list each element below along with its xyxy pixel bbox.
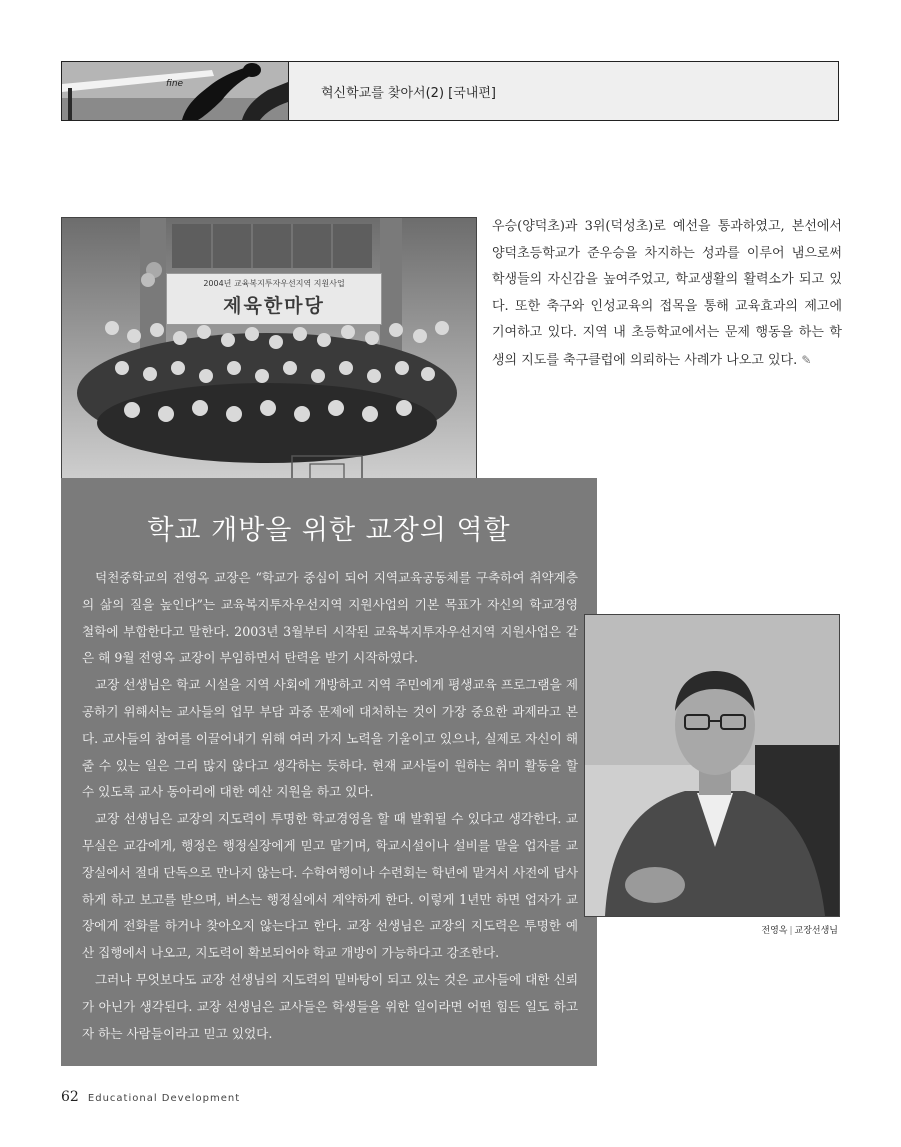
article-paragraph-2: 교장 선생님은 학교 시설을 지역 사회에 개방하고 지역 주민에게 평생교육 프로그램을 제공하기 위해서는 교사들의 업무 부담 과중 문제에 대처하는 것이 가장 중요한 과제라고 본다. 교사들의 참여를 이끌어내기 위해 여러 가지 노력을 기울이고 있으나, 실제로 자신이 해줄 수 있는 일은 그리 많지 않다고 생각하는 듯하다. 현재 교사들이 원하는 취미 활동을 할 수 있도록 교사 동아리에 대한 예산 지원을 하고 있다. [82,677,578,800]
hurdle-brand-label: fine [166,79,184,89]
portrait-caption [584,923,838,936]
group-photo-image [62,218,476,489]
page-footer [61,1086,240,1105]
principal-portrait-image [585,615,839,916]
article-paragraph-3: 교장 선생님은 교장의 지도력이 투명한 학교경영을 할 때 발휘될 수 있다고 생각한다. 교무실은 교감에게, 행정은 행정실장에게 믿고 맡기며, 학교시설이나 설비를 맡을 업자를 교장실에서 절대 단독으로 만나지 않는다. 수학여행이나 수련회는 학년에 맡겨서 사전에 답사하게 하고 보고를 받으며, 버스는 행정실에서 계약하게 한다. 이렇게 1년만 하면 업자가 교장에게 전화를 하거나 찾아오지 않는다고 한다. 교장 선생님은 교장의 지도력은 투명한 예산 집행에서 나오고, 지도력이 확보되어야 학교 개방이 가능하다고 강조한다. [82,811,578,961]
group-photo [61,217,477,490]
intro-paragraph [492,214,842,374]
caption-name: 전영옥 [761,926,788,936]
publication-name: Educational Development [87,1093,241,1104]
hurdle-runner-image [62,62,288,120]
section-title: 혁신학교를 찾아서(2) [국내편] [321,86,496,101]
article-paragraph-4: 그러나 무엇보다도 교장 선생님의 지도력의 밑바탕이 되고 있는 것은 교사들에 대한 신뢰가 아닌가 생각된다. 교장 선생님은 교사들은 학생들을 위한 일이라면 어떤 힘든 일도 하고자 하는 사람들이라고 믿고 있었다. [82,971,578,1041]
header-hurdle-photo [62,62,289,120]
banner-subtitle: 2004년 교육복지투자우선지역 지원사업 [203,279,345,288]
article-box [61,478,597,1066]
page-number: 62 [61,1089,79,1105]
article-body [82,565,578,1047]
page-header [61,61,839,121]
article-paragraph-1: 덕천중학교의 전영옥 교장은 “학교가 중심이 되어 지역교육공동체를 구축하여 취약계층의 삶의 질을 높인다”는 교육복지투자우선지역 지원사업의 기본 목표가 자신의 학교경영 철학에 부합한다고 말한다. 2003년 3월부터 시작된 교육복지투자우선지역 지원사업은 같은 해 9월 전영옥 교장이 부임하면서 탄력을 받기 시작하였다. [82,570,578,666]
principal-portrait-photo [584,614,840,917]
intro-paragraph-text: 우승(양덕초)과 3위(덕성초)로 예선을 통과하였고, 본선에서 양덕초등학교가 준우승을 차지하는 성과를 이루어 냄으로써 학생들의 자신감을 높여주었고, 학교생활의 활력소가 되고 있다. 또한 축구와 인성교육의 접목을 통해 교육효과의 제고에 기여하고 있다. 지역 내 초등학교에서는 문제 행동을 하는 학생의 지도를 축구클럽에 의뢰하는 사례가 나오고 있다. [492,219,842,368]
caption-separator: | [789,926,793,936]
end-mark-icon: ✎ [801,352,812,367]
caption-role: 교장선생님 [794,926,838,936]
banner-title: 제육한마당 [223,295,325,317]
article-heading: 학교 개방을 위한 교장의 역할 [147,515,511,546]
event-banner [166,273,382,325]
